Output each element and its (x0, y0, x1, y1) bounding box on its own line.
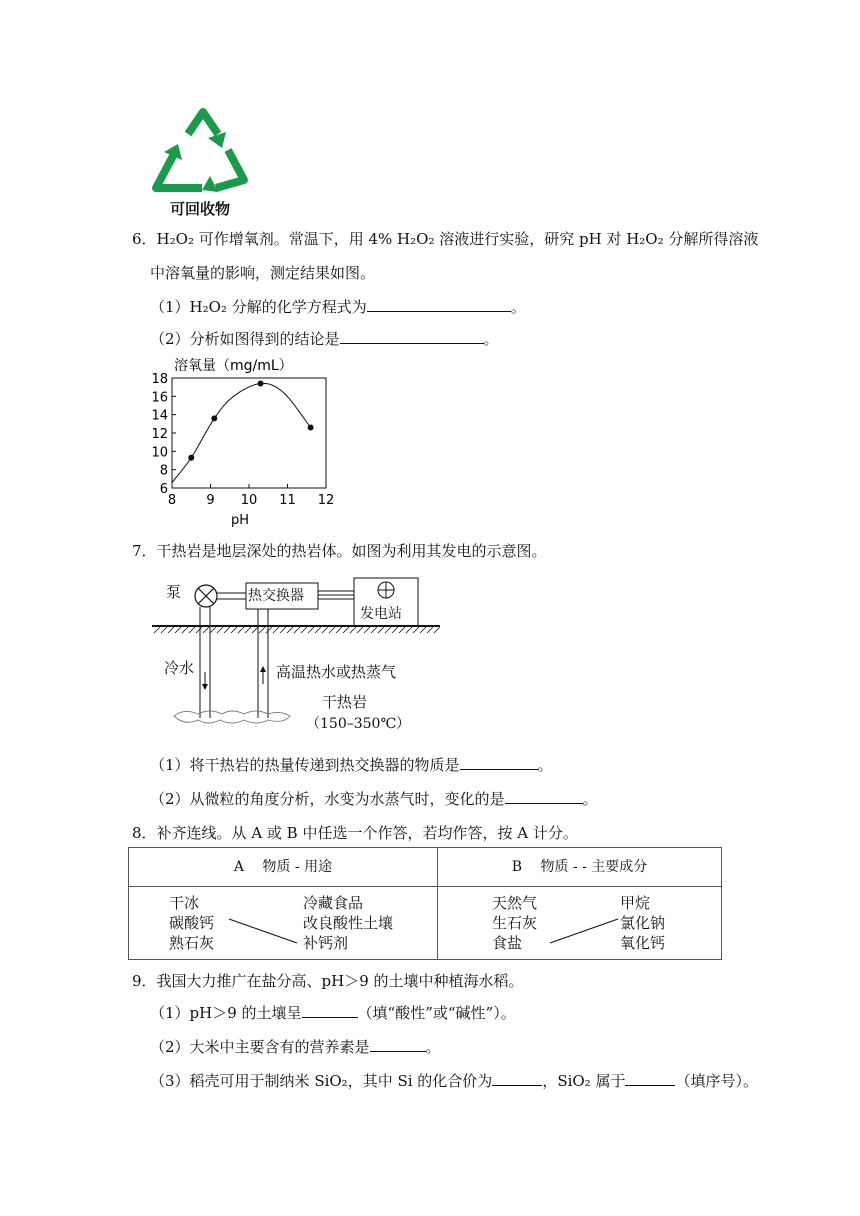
sub-question-text: ，SiO₂ 属于 (542, 1072, 626, 1090)
b-left-list (492, 893, 537, 953)
data-point (308, 425, 314, 431)
answer-blank[interactable] (370, 1037, 426, 1052)
question-7-sub1 (150, 754, 553, 775)
a-right-list (303, 893, 393, 953)
x-axis-label: pH (230, 513, 250, 528)
a-left-list (169, 893, 214, 953)
question-6-line1 (132, 228, 758, 249)
question-7 (132, 540, 547, 561)
pump-label: 泵 (166, 583, 182, 601)
list-item[interactable]: 氧化钙 (620, 934, 666, 952)
data-point (188, 455, 194, 461)
x-tick-label: 11 (279, 493, 296, 508)
punct: 。 (425, 1038, 441, 1056)
y-tick-label: 12 (151, 427, 168, 442)
y-tick-label: 8 (159, 463, 168, 479)
question-9 (132, 970, 524, 991)
question-9-sub2 (150, 1036, 441, 1057)
cold-water-label: 冷水 (164, 659, 195, 677)
question-number: 6． (132, 230, 157, 248)
question-6-line2: 中溶氧量的影响，测定结果如图。 (150, 264, 376, 282)
recycle-logo (148, 104, 252, 216)
question-7-sub2 (150, 788, 598, 809)
list-item[interactable]: 甲烷 (620, 894, 651, 912)
header-a: A 物质 - 用途 (129, 848, 438, 887)
y-tick-label: 6 (159, 482, 168, 497)
sub-question-text: （2）从微粒的角度分析，水变为水蒸气时，变化的是 (150, 790, 505, 808)
list-item[interactable]: 改良酸性土壤 (303, 914, 394, 932)
list-item[interactable]: 冷藏食品 (303, 894, 364, 912)
connect-line (548, 917, 622, 947)
question-number: 8． (132, 824, 157, 842)
question-text: 我国大力推广在盐分高、pH＞9 的土壤中种植海水稻。 (156, 972, 524, 990)
answer-blank[interactable] (367, 297, 511, 312)
y-tick-label: 16 (151, 390, 168, 406)
geothermal-diagram (150, 574, 442, 740)
rock-label: 干热岩 (322, 693, 368, 711)
question-8 (132, 822, 578, 843)
x-tick-label: 12 (317, 493, 335, 508)
data-point (258, 381, 264, 387)
x-tick-label: 9 (206, 493, 215, 508)
recycle-icon (148, 104, 252, 196)
data-curve (172, 383, 311, 482)
sub-question-text: （1）将干热岩的热量传递到热交换器的物质是 (150, 756, 460, 774)
answer-blank[interactable] (460, 755, 538, 770)
y-tick-label: 18 (151, 372, 168, 387)
sub-question-suffix: （填“酸性”或“碱性”）。 (357, 1004, 516, 1022)
data-point (211, 415, 217, 421)
power-station-label: 发电站 (360, 606, 402, 622)
sub-question-text: （1）pH＞9 的土壤呈 (150, 1004, 302, 1022)
list-item[interactable]: 天然气 (492, 894, 538, 912)
question-text: H₂O₂ 可作增氧剂。常温下，用 4% H₂O₂ 溶液进行实验，研究 pH 对 H₂O₂ 分解所得溶液 (156, 230, 759, 248)
sub-question-text: （2）大米中主要含有的营养素是 (150, 1038, 370, 1056)
question-9-sub3 (150, 1070, 758, 1091)
sub-question-text: （1）H₂O₂ 分解的化学方程式为 (150, 298, 367, 316)
dissolved-oxygen-chart (140, 354, 340, 532)
x-tick-label: 8 (167, 493, 177, 508)
list-item[interactable]: 熟石灰 (169, 934, 215, 952)
question-number: 9． (132, 972, 157, 990)
hot-water-label: 高温热水或热蒸气 (276, 663, 397, 681)
list-item[interactable]: 补钙剂 (303, 934, 349, 952)
header-b: B 物质 - - 主要成分 (438, 848, 722, 887)
question-number: 7． (132, 542, 157, 560)
y-tick-label: 10 (151, 445, 168, 461)
list-item[interactable]: 干冰 (169, 894, 200, 912)
cell-a (129, 887, 438, 960)
answer-blank[interactable] (340, 329, 484, 344)
punct: 。 (510, 298, 526, 316)
answer-blank[interactable] (625, 1071, 675, 1086)
b-right-list (620, 893, 665, 953)
list-item[interactable]: 氯化钠 (620, 914, 666, 932)
temperature-label: （150–350℃） (306, 716, 411, 732)
cell-b (438, 887, 722, 960)
x-tick-label: 10 (240, 493, 258, 508)
y-axis-label: 溶氧量（mg/mL） (174, 358, 293, 374)
connect-line (227, 917, 301, 947)
sub-question-suffix: （填序号）。 (675, 1072, 758, 1090)
question-9-sub1 (150, 1002, 516, 1023)
question-text: 补齐连线。从 A 或 B 中任选一个作答，若均作答，按 A 计分。 (156, 824, 578, 842)
answer-blank[interactable] (302, 1003, 358, 1018)
punct: 。 (483, 330, 499, 348)
sub-question-text: （3）稻壳可用于制纳米 SiO₂，其中 Si 的化合价为 (150, 1072, 493, 1090)
y-tick-label: 14 (151, 408, 168, 424)
heat-exchanger-label: 热交换器 (248, 588, 304, 604)
list-item[interactable]: 食盐 (492, 934, 523, 952)
punct: 。 (582, 790, 598, 808)
answer-blank[interactable] (505, 789, 583, 804)
question-6-sub2 (150, 328, 499, 349)
list-item[interactable]: 生石灰 (492, 914, 538, 932)
recycle-caption: 可回收物 (169, 200, 230, 218)
question-text: 干热岩是地层深处的热岩体。如图为利用其发电的示意图。 (156, 542, 547, 560)
sub-question-text: （2）分析如图得到的结论是 (150, 330, 340, 348)
punct: 。 (537, 756, 553, 774)
plot-area (172, 378, 326, 488)
list-item[interactable]: 碳酸钙 (169, 914, 215, 932)
question-6-sub1 (150, 296, 526, 317)
answer-blank[interactable] (492, 1071, 542, 1086)
matching-table (128, 847, 722, 960)
